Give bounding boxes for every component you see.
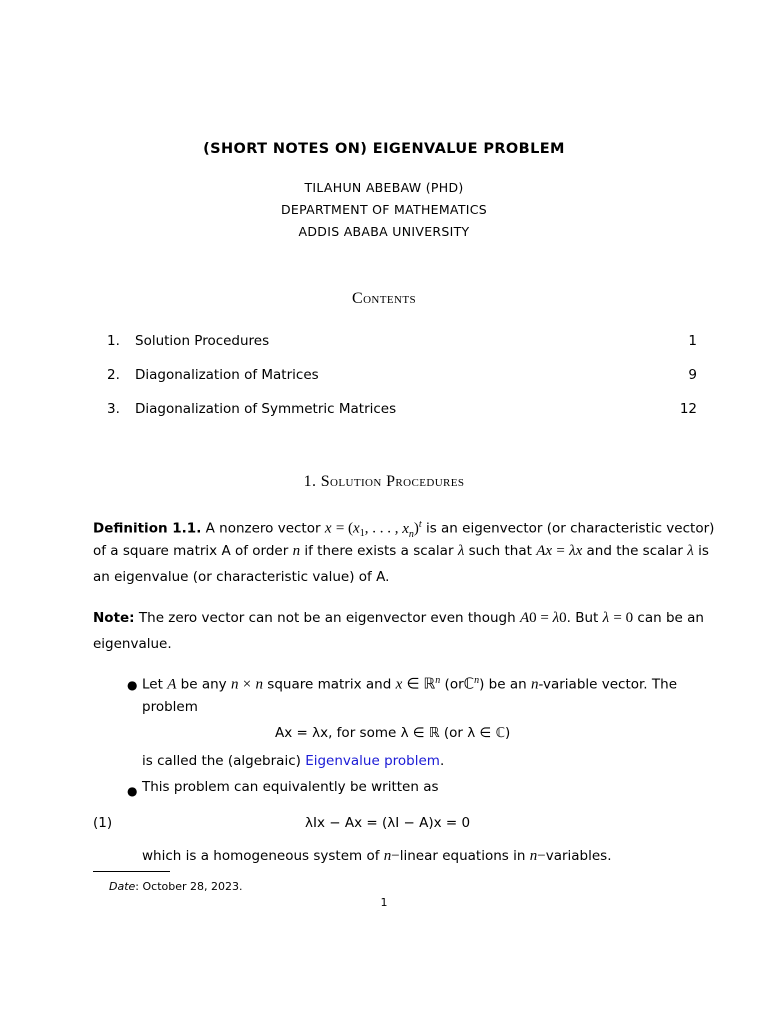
paper-title: (SHORT NOTES ON) EIGENVALUE PROBLEM <box>203 141 565 157</box>
toc-entry[interactable] <box>107 333 697 353</box>
toc-number: 2. <box>107 367 120 383</box>
toc-number: 1. <box>107 333 120 349</box>
note-line-2: eigenvalue. <box>93 636 172 652</box>
page-number: 1 <box>380 896 388 909</box>
text: such that <box>468 543 532 559</box>
bullet-2-line-1: This problem can equivalently be written as <box>142 779 439 795</box>
text: The zero vector can not be an eigenvector even though <box>138 610 516 626</box>
toc-page: 12 <box>679 401 697 417</box>
author-university: ADDIS ABABA UNIVERSITY <box>298 224 470 239</box>
author-name: TILAHUN ABEBAW (PHD) <box>304 180 464 195</box>
bullet-1-line-1: Let A be any n × n square matrix and x ∈ ℝ$^n$ (orℂ$^n$) be an n-variable vector. The <box>142 675 678 693</box>
toc-entry[interactable] <box>107 401 697 421</box>
definition-line-1: Definition 1.1. A nonzero vector $x = (x_1$, . . . , $x_n)^t$ is an eigenvector (or characteristic vector) <box>93 519 715 540</box>
bullet-1-line-3 <box>142 748 444 774</box>
footnote-text: : October 28, 2023. <box>135 880 243 893</box>
toc-label: Diagonalization of Symmetric Matrices <box>135 401 397 417</box>
text: -variable vector. The <box>538 676 678 693</box>
note-line-1: Note: The zero vector can not be an eigenvector even though A0 = λ0. But λ = 0 can be an <box>93 610 704 626</box>
text: ) be an <box>479 676 527 693</box>
equation-explanation: which is a homogeneous system of n−linear equations in n−variables. <box>142 848 612 864</box>
footnote-label: Date <box>109 880 136 893</box>
definition-label: Definition 1.1. <box>93 520 202 537</box>
text: and the scalar <box>586 543 683 559</box>
equation-number: (1) <box>93 815 113 831</box>
toc-number: 3. <box>107 401 120 417</box>
text: Let <box>142 676 163 693</box>
text: if there exists a scalar <box>304 543 454 559</box>
footnote-rule <box>93 871 170 872</box>
toc-page: 9 <box>688 367 697 383</box>
eigenvalue-problem-link[interactable]: Eigenvalue problem <box>305 753 440 769</box>
text: can be an <box>637 610 704 626</box>
definition-line-2: of a square matrix A of order n if there exists a scalar λ such that Ax = λx and the scalar λ is <box>93 543 709 559</box>
text: variables. <box>545 848 612 864</box>
toc-label: Solution Procedures <box>135 333 270 349</box>
text: (or <box>444 676 464 693</box>
bullet-1-line-2: problem <box>142 699 198 715</box>
text: be any <box>180 676 227 693</box>
text: . <box>439 753 445 769</box>
text: square matrix and <box>267 676 392 693</box>
toc-entry[interactable] <box>107 367 697 387</box>
author-department: DEPARTMENT OF MATHEMATICS <box>280 202 488 217</box>
bullet-marker: ● <box>127 678 138 692</box>
footnote <box>109 880 243 893</box>
display-equation: Ax = λx, for some λ ∈ ℝ (or λ ∈ ℂ) <box>275 725 511 741</box>
text: A nonzero vector <box>205 520 321 537</box>
text: is called the (algebraic) <box>142 753 301 769</box>
note-label: Note: <box>93 610 135 626</box>
text: . But <box>566 610 599 626</box>
contents-heading: Contents <box>352 290 416 307</box>
text: which is a homogeneous system of <box>142 848 380 864</box>
text: of a square matrix A of order <box>93 543 289 559</box>
text: linear equations in <box>399 848 526 864</box>
toc-label: Diagonalization of Matrices <box>135 367 319 383</box>
text: is an eigenvector (or characteristic vector) <box>425 520 715 537</box>
text: is <box>698 543 709 559</box>
definition-line-3: an eigenvalue (or characteristic value) of A. <box>93 569 390 585</box>
bullet-marker: ● <box>127 784 138 798</box>
toc-page: 1 <box>688 333 697 349</box>
section-heading: 1. Solution Procedures <box>303 473 465 490</box>
equation-body: λIx − Ax = (λI − A)x = 0 <box>305 815 471 831</box>
